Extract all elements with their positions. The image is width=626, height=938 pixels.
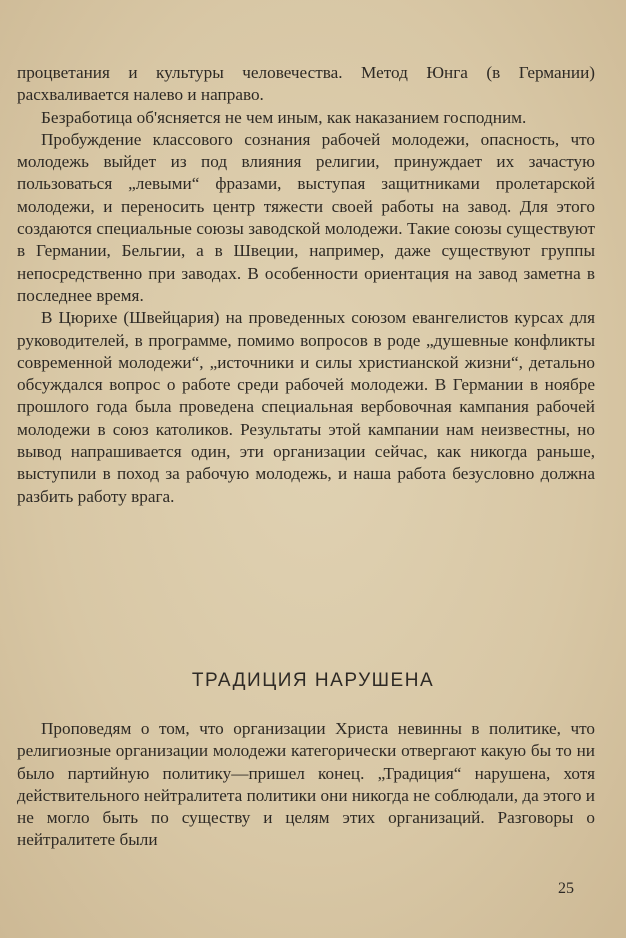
paragraph: Проповедям о том, что организации Христа невинны в политике, что религиозные организации молодежи категорически отвергают какую бы то ни было партийную политику—пришел конец. „Традиция“ нарушена, хотя действительного нейтралитета политики они никогда не соблюдали, да этого и не могло быть по существу и целям этих организаций. Разговоры о нейтралитете были [17, 719, 595, 850]
paragraph: В Цюрихе (Швейцария) на проведенных союзом евангелистов курсах для руководителей, в программе, помимо вопросов в роде „душевные конфликты современной молодежи“, „источники и силы христианской жизни“, детально обсуждался вопрос о работе среди рабочей молодежи. В Германии в ноябре прошлого года была проведена специальная вербовочная кампания рабочей молодежи в союз католиков. Результаты этой кампании нам неизвестны, но вывод напрашивается один, эти организации сейчас, как никогда раньше, выступили в поход за рабочую молодежь, и наша работа безусловно должна разбить работу врага. [17, 308, 595, 506]
text-block-top [17, 62, 595, 508]
text-block-bottom [17, 718, 595, 852]
page-number: 25 [558, 880, 574, 897]
paragraph: Пробуждение классового сознания рабочей молодежи, опасность, что молодежь выйдет из под влияния религии, принуждает их зачастую пользоваться „левыми“ фразами, выступая защитниками пролетарской молодежи, и переносить центр тяжести своей работы на завод. Для этого создаются специальные союзы заводской молодежи. Такие союзы существуют в Германии, Бельгии, а в Швеции, например, даже существуют группы непосредственно при заводах. В особенности ориентация на завод заметна в последнее время. [17, 129, 595, 305]
paragraph: процветания и культуры человечества. Метод Юнга (в Германии) расхваливается налево и направо. [17, 63, 595, 105]
paragraph: Безработица об'ясняется не чем иным, как наказанием господним. [41, 107, 527, 127]
section-heading: ТРАДИЦИЯ НАРУШЕНА [191, 670, 435, 691]
